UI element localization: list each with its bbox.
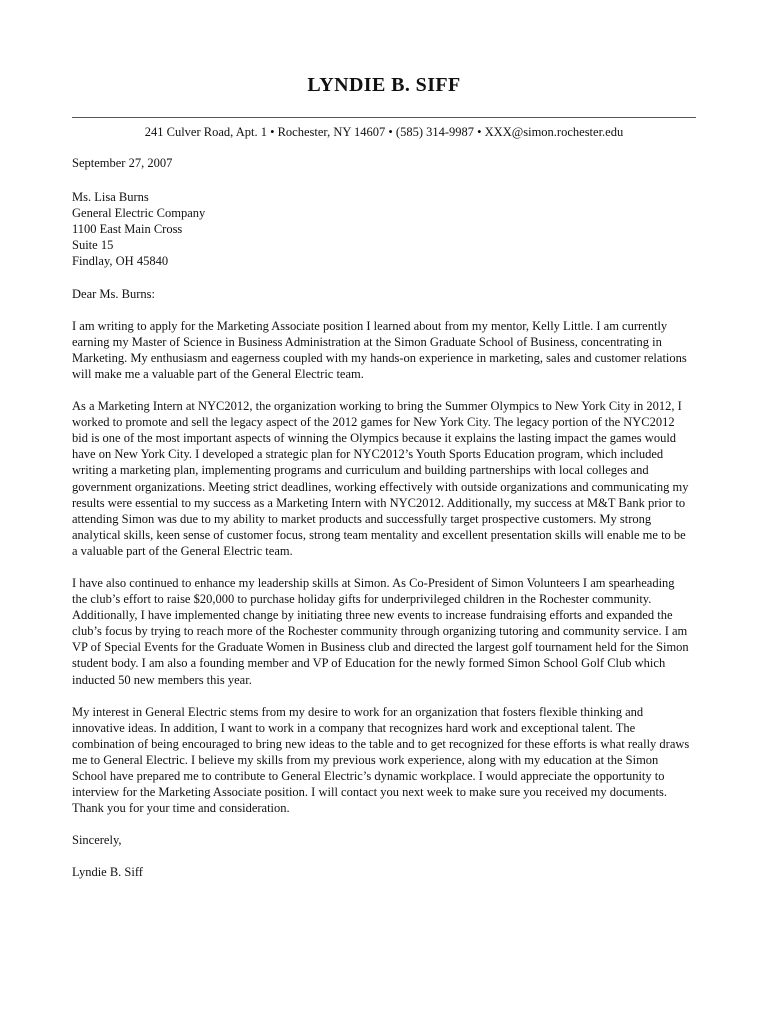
paragraph-line: have on New York City. I developed a strategic plan for NYC2012’s Youth Sports Education program, which included (72, 447, 664, 462)
paragraph-line: innovative ideas. In addition, I want to work in a company that recognizes hard work and exceptional talent. The (72, 720, 636, 735)
paragraph-line: Marketing. My enthusiasm and eagerness coupled with my hands-on experience in marketing, sales and customer relations (72, 350, 687, 365)
sender-name: LYNDIE B. SIFF (307, 74, 461, 96)
recipient-address (72, 189, 697, 269)
paragraph-leadership (72, 575, 697, 688)
closing: Sincerely, (72, 833, 122, 848)
paragraph-interest (72, 704, 697, 817)
paragraph-line: me to General Electric. I believe my skills from my previous work experience, along with my education at the Simon (72, 752, 659, 767)
recipient-street: 1100 East Main Cross (72, 222, 183, 237)
signature: Lyndie B. Siff (72, 865, 143, 880)
salutation: Dear Ms. Burns: (72, 286, 155, 301)
paragraph-line: bid is one of the most important aspects of winning the Olympics because it explains the lasting impact the games would (72, 431, 677, 446)
paragraph-line: results were essential to my success as a Marketing Intern with NYC2012. Additionally, my success at M&T Bank prior to (72, 495, 686, 510)
header-divider (72, 117, 696, 118)
paragraph-line: My interest in General Electric stems from my desire to work for an organization that fosters flexible thinking and (72, 704, 644, 719)
paragraph-line: As a Marketing Intern at NYC2012, the organization working to bring the Summer Olympics to New York City in 2012, I (72, 399, 682, 414)
paragraph-line: inducted 50 new members this year. (72, 672, 252, 687)
paragraph-line: School have prepared me to contribute to General Electric’s dynamic workplace. I would appreciate the opportunity to (72, 769, 665, 783)
recipient-city-state-zip: Findlay, OH 45840 (72, 254, 169, 269)
paragraph-line: government organizations. Meeting strict deadlines, working effectively with outside organizations and communicating my (72, 479, 689, 494)
recipient-company: General Electric Company (72, 206, 206, 221)
paragraph-intro (72, 318, 697, 382)
paragraph-line: will make me a valuable part of the General Electric team. (72, 366, 364, 381)
paragraph-line: VP of Special Events for the Graduate Women in Business club and directed the largest golf tournament held for the Simon (72, 640, 689, 655)
paragraph-line: I am writing to apply for the Marketing Associate position I learned about from my mentor, Kelly Little. I am currently (72, 318, 668, 333)
paragraph-line: analytical skills, keen sense of customer focus, strong team mentality and excellent presentation skills will enable me to be (72, 527, 686, 542)
paragraph-line: writing a marketing plan, implementing programs and curriculum and building partnerships with local colleges and (72, 463, 649, 478)
paragraph-experience (72, 398, 697, 559)
recipient-suite: Suite 15 (72, 238, 114, 253)
paragraph-line: attending Simon was due to my ability to market products and successfully target prospective customers. My strong (72, 511, 652, 526)
letter-date: September 27, 2007 (72, 156, 173, 170)
paragraph-line: worked to promote and sell the legacy aspect of the 2012 games for New York City. The legacy portion of the NYC2012 (72, 415, 675, 430)
recipient-name: Ms. Lisa Burns (72, 190, 149, 205)
paragraph-line: the club’s effort to raise $20,000 to purchase holiday gifts for underprivileged children in the Rochester community. (72, 592, 652, 607)
sender-contact-line: 241 Culver Road, Apt. 1 • Rochester, NY 14607 • (585) 314-9987 • XXX@simon.rochester.edu (144, 125, 624, 139)
paragraph-line: Thank you for your time and consideration. (72, 801, 290, 816)
paragraph-line: earning my Master of Science in Business Administration at the Simon Graduate School of Business, concentrating in (72, 334, 662, 349)
paragraph-line: I have also continued to enhance my leadership skills at Simon. As Co-President of Simon Volunteers I am spearheading (72, 575, 675, 590)
paragraph-line: a valuable part of the General Electric team. (72, 543, 293, 558)
paragraph-line: student body. I am also a founding member and VP of Education for the newly formed Simon School Golf Club which (72, 656, 666, 671)
paragraph-line: interview for the Marketing Associate position. I will contact you next week to make sure you received my documents. (72, 785, 667, 800)
paragraph-line: combination of being encouraged to bring new ideas to the table and to get recognized for these efforts is what really draws (72, 736, 690, 751)
paragraph-line: club’s focus by trying to reach more of the Rochester community through organizing tutoring and community service. I am (72, 624, 688, 639)
paragraph-line: Additionally, I have implemented change by initiating three new events to increase fundraising efforts and expanded the (72, 608, 673, 623)
letter-body (72, 155, 697, 896)
